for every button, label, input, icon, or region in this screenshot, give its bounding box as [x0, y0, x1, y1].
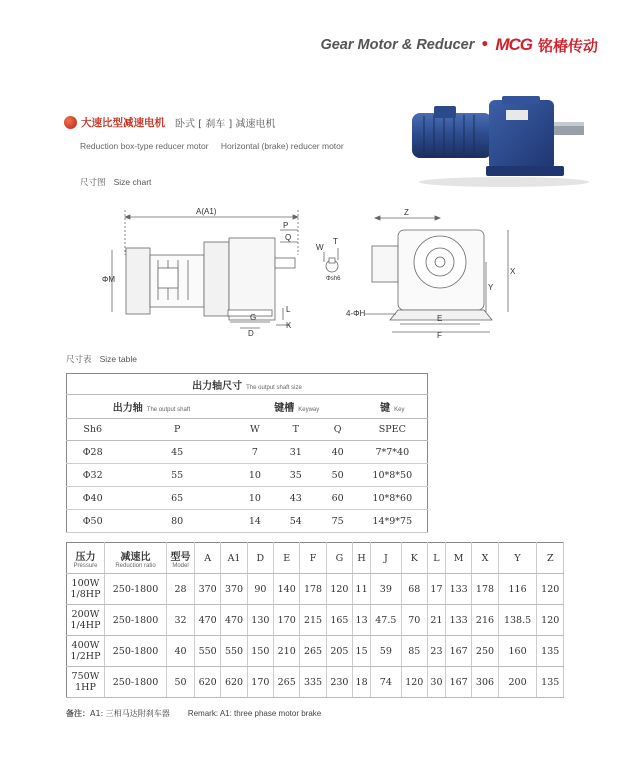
power-cell [67, 605, 105, 636]
size-table-label [66, 353, 137, 365]
cell: 50 [318, 464, 358, 487]
dim-e: E [437, 314, 443, 323]
cell: 215 [300, 605, 326, 636]
size-chart-label-en: Size chart [113, 177, 152, 187]
cell: 45 [118, 441, 236, 464]
table-row [67, 441, 428, 464]
dimensions-table-header [67, 543, 564, 574]
ratio-en: Reduction ratio [115, 562, 156, 569]
size-table-label-cn: 尺寸表 [66, 355, 92, 365]
cell: 10*8*60 [358, 487, 428, 510]
cell: 15 [353, 636, 371, 667]
power-hp: 1/2HP [70, 651, 101, 662]
size-table-label-en: Size table [99, 354, 137, 364]
cell: 265 [300, 636, 326, 667]
dim-d: D [248, 329, 254, 338]
dimensions-table [66, 542, 564, 698]
model-cn: 型号 [170, 551, 191, 563]
size-chart-label [80, 176, 151, 188]
remark [66, 708, 321, 719]
dim-sh: Φsh6 [326, 276, 341, 282]
cell: 30 [427, 667, 445, 698]
cell: 18 [353, 667, 371, 698]
cell: 70 [401, 605, 427, 636]
pressure-cn: 压力 [75, 551, 96, 563]
cell: 133 [445, 605, 471, 636]
dim-h: 4-ΦH [346, 309, 366, 318]
shaft-table-title-en: The output shaft size [246, 384, 302, 391]
cell: 90 [247, 574, 273, 605]
model-cell: 28 [167, 574, 195, 605]
group-output-shaft [67, 395, 236, 419]
dim-a: A(A1) [196, 207, 217, 216]
group-key-en: Key [394, 407, 405, 413]
group-keyway-en: Keyway [298, 407, 320, 413]
col-z: Z [537, 543, 564, 574]
cell: 54 [274, 510, 318, 533]
cell: 65 [118, 487, 236, 510]
cell: 43 [274, 487, 318, 510]
power-hp: 1/8HP [70, 589, 101, 600]
cell: 370 [221, 574, 247, 605]
group-output-cn: 出力轴 [112, 403, 143, 414]
cell: 116 [498, 574, 537, 605]
page-header [320, 30, 598, 60]
group-key [358, 395, 428, 419]
power-hp: 1/4HP [70, 620, 101, 631]
col-g: G [326, 543, 352, 574]
cell: 550 [195, 636, 221, 667]
table-row [67, 487, 428, 510]
cell: 60 [318, 487, 358, 510]
dim-x: X [510, 267, 516, 276]
col-d: D [247, 543, 273, 574]
dim-g: G [250, 313, 257, 322]
cell: Φ32 [67, 464, 119, 487]
col-j: J [371, 543, 402, 574]
brand-text: Gear Motor & Reducer [320, 37, 475, 53]
title-sub-cn: 卧式 [ 刹车 ] 减速电机 [175, 119, 276, 130]
remark-text-cn: A1: 三相马达附刹车器 [90, 709, 170, 718]
section-title [64, 115, 276, 130]
cell: 39 [371, 574, 402, 605]
cell: 133 [445, 574, 471, 605]
output-shaft-table [66, 373, 428, 533]
cell: 470 [195, 605, 221, 636]
cell: 160 [498, 636, 537, 667]
cell: Φ50 [67, 510, 119, 533]
cell: Φ28 [67, 441, 119, 464]
table-row [67, 464, 428, 487]
cell: 75 [318, 510, 358, 533]
red-circle-bullet-icon [64, 116, 77, 129]
model-en: Model [172, 562, 189, 569]
cell: 74 [371, 667, 402, 698]
ratio-cell: 250-1800 [105, 636, 167, 667]
cell: 140 [274, 574, 300, 605]
cell: 216 [472, 605, 498, 636]
cell: 306 [472, 667, 498, 698]
cell: 178 [472, 574, 498, 605]
col-w: W [236, 419, 274, 441]
title-en-2: Horizontal (brake) reducer motor [220, 141, 344, 151]
model-cell: 32 [167, 605, 195, 636]
power-cell [67, 667, 105, 698]
cell: 620 [221, 667, 247, 698]
group-key-cn: 键 [380, 403, 391, 414]
col-sh6: Sh6 [67, 419, 119, 441]
cell: 165 [326, 605, 352, 636]
power-cell [67, 574, 105, 605]
cell: Φ40 [67, 487, 119, 510]
model-cell: 50 [167, 667, 195, 698]
col-h: H [353, 543, 371, 574]
dimension-drawing [100, 200, 530, 340]
col-p: P [118, 419, 236, 441]
cell: 620 [195, 667, 221, 698]
cell: 150 [247, 636, 273, 667]
cell: 170 [274, 605, 300, 636]
cell: 135 [537, 636, 564, 667]
cell: 120 [401, 667, 427, 698]
power-watts: 750W [71, 671, 100, 682]
cell: 80 [118, 510, 236, 533]
shaft-table-title-cn: 出力轴尺寸 [192, 380, 243, 392]
remark-text-en: Remark: A1: three phase motor brake [187, 709, 322, 718]
group-keyway-cn: 键槽 [274, 403, 295, 414]
remark-label-cn: 备注： [66, 709, 90, 718]
ratio-cell: 250-1800 [105, 574, 167, 605]
col-pressure [67, 543, 105, 574]
dim-z: Z [404, 208, 409, 217]
title-en [80, 141, 354, 151]
cell: 14 [236, 510, 274, 533]
ratio-cn: 减速比 [120, 551, 151, 563]
ratio-cell: 250-1800 [105, 605, 167, 636]
cell: 35 [274, 464, 318, 487]
cell: 265 [274, 667, 300, 698]
cell: 120 [537, 574, 564, 605]
col-a: A [195, 543, 221, 574]
group-keyway [236, 395, 358, 419]
shaft-table-title [67, 374, 428, 395]
col-l: L [427, 543, 445, 574]
cell: 40 [318, 441, 358, 464]
table-row [67, 605, 564, 636]
cell: 178 [300, 574, 326, 605]
col-ratio [105, 543, 167, 574]
dim-p: P [283, 221, 289, 230]
power-hp: 1HP [75, 682, 96, 693]
cell: 120 [326, 574, 352, 605]
cell: 550 [221, 636, 247, 667]
separator-dot: • [480, 37, 490, 53]
cell: 7*7*40 [358, 441, 428, 464]
company-logo: MCG [495, 35, 532, 54]
model-cell: 40 [167, 636, 195, 667]
cell: 10*8*50 [358, 464, 428, 487]
cell: 85 [401, 636, 427, 667]
cell: 47.5 [371, 605, 402, 636]
col-e: E [274, 543, 300, 574]
cell: 170 [247, 667, 273, 698]
col-t: T [274, 419, 318, 441]
table-row [67, 636, 564, 667]
cell: 167 [445, 667, 471, 698]
cell: 205 [326, 636, 352, 667]
cell: 10 [236, 487, 274, 510]
dim-y: Y [488, 283, 494, 292]
col-x: X [472, 543, 498, 574]
cell: 120 [537, 605, 564, 636]
cell: 370 [195, 574, 221, 605]
gear-motor-image [404, 88, 604, 188]
col-spec: SPEC [358, 419, 428, 441]
group-output-en: The output shaft [146, 407, 191, 413]
cell: 167 [445, 636, 471, 667]
dim-k: K [286, 321, 292, 330]
cell: 68 [401, 574, 427, 605]
table-row [67, 510, 428, 533]
table-row [67, 574, 564, 605]
cell: 470 [221, 605, 247, 636]
ratio-cell: 250-1800 [105, 667, 167, 698]
col-f: F [300, 543, 326, 574]
col-y: Y [498, 543, 537, 574]
cell: 200 [498, 667, 537, 698]
dim-f: F [437, 331, 442, 340]
power-watts: 100W [71, 578, 100, 589]
power-watts: 200W [71, 609, 100, 620]
size-chart-label-cn: 尺寸图 [80, 178, 106, 188]
cell: 59 [371, 636, 402, 667]
cell: 135 [537, 667, 564, 698]
power-cell [67, 636, 105, 667]
table-row [67, 667, 564, 698]
cell: 230 [326, 667, 352, 698]
cell: 10 [236, 464, 274, 487]
cell: 335 [300, 667, 326, 698]
dim-l: L [286, 305, 291, 314]
title-en-1: Reduction box-type reducer motor [80, 141, 209, 151]
cell: 21 [427, 605, 445, 636]
cell: 17 [427, 574, 445, 605]
col-q: Q [318, 419, 358, 441]
power-watts: 400W [71, 640, 100, 651]
cell: 7 [236, 441, 274, 464]
cell: 11 [353, 574, 371, 605]
cell: 250 [472, 636, 498, 667]
col-m: M [445, 543, 471, 574]
col-a1: A1 [221, 543, 247, 574]
pressure-en: Pressure [73, 562, 98, 569]
dim-t: T [333, 237, 338, 246]
col-k: K [401, 543, 427, 574]
shaft-table-columns [67, 419, 428, 441]
title-main-cn: 大速比型减速电机 [81, 117, 165, 129]
cell: 138.5 [498, 605, 537, 636]
cell: 14*9*75 [358, 510, 428, 533]
cell: 23 [427, 636, 445, 667]
cell: 210 [274, 636, 300, 667]
cell: 55 [118, 464, 236, 487]
company-name-cn: 铭椿传动 [537, 36, 598, 55]
dim-m: ΦM [102, 275, 116, 284]
cell: 130 [247, 605, 273, 636]
dim-q: Q [285, 233, 292, 242]
cell: 31 [274, 441, 318, 464]
col-model [167, 543, 195, 574]
cell: 13 [353, 605, 371, 636]
dim-w: W [316, 243, 324, 252]
